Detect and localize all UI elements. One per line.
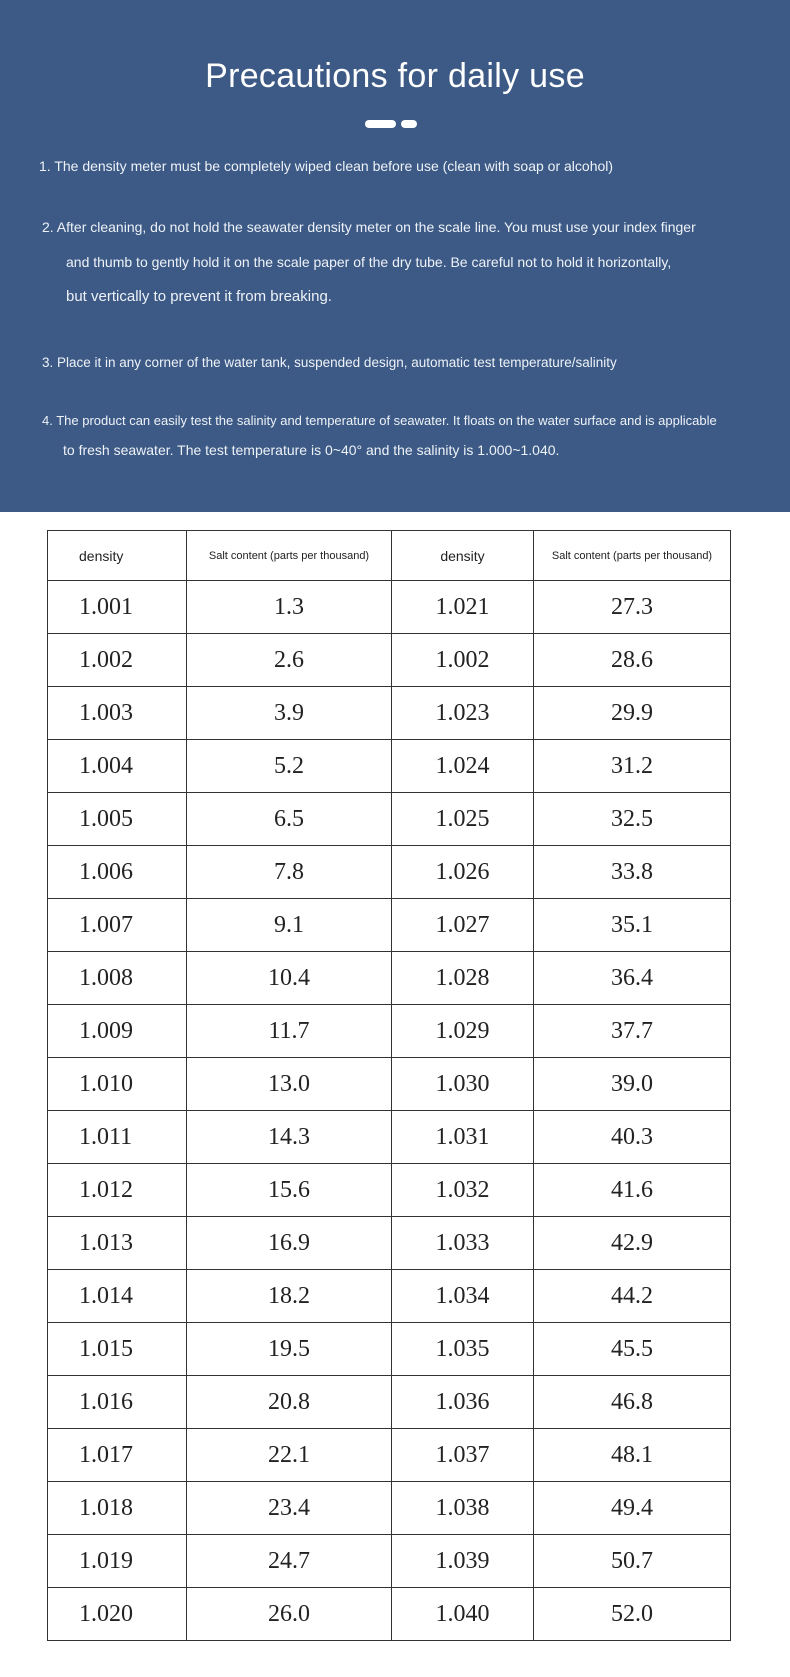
table-row	[48, 1111, 731, 1164]
salt-content-cell: 22.1	[187, 1429, 392, 1482]
density-cell: 1.032	[392, 1164, 534, 1217]
density-cell: 1.010	[48, 1058, 187, 1111]
density-cell: 1.028	[392, 952, 534, 1005]
salt-content-cell: 32.5	[534, 793, 731, 846]
density-cell: 1.008	[48, 952, 187, 1005]
density-cell: 1.012	[48, 1164, 187, 1217]
salt-content-cell: 37.7	[534, 1005, 731, 1058]
header-density-1: density	[48, 531, 187, 581]
table-row	[48, 1164, 731, 1217]
density-salinity-table	[47, 530, 731, 1641]
tip-2-line-2: and thumb to gently hold it on the scale paper of the dry tube. Be careful not to hold it horizontally,	[66, 254, 672, 270]
density-cell: 1.002	[48, 634, 187, 687]
density-cell: 1.031	[392, 1111, 534, 1164]
table-row	[48, 846, 731, 899]
density-cell: 1.005	[48, 793, 187, 846]
salt-content-cell: 16.9	[187, 1217, 392, 1270]
density-cell: 1.007	[48, 899, 187, 952]
density-cell: 1.029	[392, 1005, 534, 1058]
table-row	[48, 1376, 731, 1429]
salt-content-cell: 33.8	[534, 846, 731, 899]
table-row	[48, 1482, 731, 1535]
density-cell: 1.036	[392, 1376, 534, 1429]
salt-content-cell: 14.3	[187, 1111, 392, 1164]
tip-4-line-1: 4. The product can easily test the salinity and temperature of seawater. It floats on the water surface and is applicable	[42, 413, 717, 428]
salt-content-cell: 40.3	[534, 1111, 731, 1164]
tip-2-line-1: 2. After cleaning, do not hold the seawater density meter on the scale line. You must use your index finger	[42, 219, 696, 235]
divider-bar-long	[365, 120, 396, 128]
table-row	[48, 581, 731, 634]
salt-content-cell: 2.6	[187, 634, 392, 687]
salt-content-cell: 46.8	[534, 1376, 731, 1429]
tip-1	[39, 158, 613, 174]
density-cell: 1.024	[392, 740, 534, 793]
density-cell: 1.026	[392, 846, 534, 899]
density-cell: 1.003	[48, 687, 187, 740]
salt-content-cell: 36.4	[534, 952, 731, 1005]
table-row	[48, 634, 731, 687]
table-row	[48, 1005, 731, 1058]
density-cell: 1.021	[392, 581, 534, 634]
salt-content-cell: 20.8	[187, 1376, 392, 1429]
salt-content-cell: 28.6	[534, 634, 731, 687]
table-row	[48, 1217, 731, 1270]
density-cell: 1.025	[392, 793, 534, 846]
density-cell: 1.039	[392, 1535, 534, 1588]
salt-content-cell: 10.4	[187, 952, 392, 1005]
salt-content-cell: 5.2	[187, 740, 392, 793]
density-cell: 1.018	[48, 1482, 187, 1535]
table-row	[48, 687, 731, 740]
density-cell: 1.011	[48, 1111, 187, 1164]
density-cell: 1.004	[48, 740, 187, 793]
table-row	[48, 1429, 731, 1482]
density-cell: 1.013	[48, 1217, 187, 1270]
density-cell: 1.037	[392, 1429, 534, 1482]
salt-content-cell: 18.2	[187, 1270, 392, 1323]
precautions-banner	[0, 0, 790, 512]
tip-4	[42, 413, 717, 458]
salt-content-cell: 49.4	[534, 1482, 731, 1535]
salt-content-cell: 24.7	[187, 1535, 392, 1588]
tip-2	[42, 219, 696, 305]
table-row	[48, 1270, 731, 1323]
density-cell: 1.038	[392, 1482, 534, 1535]
table-header-row	[48, 531, 731, 581]
salt-content-cell: 29.9	[534, 687, 731, 740]
salt-content-cell: 52.0	[534, 1588, 731, 1641]
salt-content-cell: 3.9	[187, 687, 392, 740]
density-cell: 1.030	[392, 1058, 534, 1111]
table-row	[48, 1058, 731, 1111]
density-cell: 1.027	[392, 899, 534, 952]
tip-3-line-1: 3. Place it in any corner of the water tank, suspended design, automatic test temperature/salinity	[42, 355, 617, 370]
salt-content-cell: 31.2	[534, 740, 731, 793]
salt-content-cell: 7.8	[187, 846, 392, 899]
density-cell: 1.014	[48, 1270, 187, 1323]
divider-bar-short	[401, 120, 417, 128]
salt-content-cell: 27.3	[534, 581, 731, 634]
density-cell: 1.015	[48, 1323, 187, 1376]
header-density-2: density	[392, 531, 534, 581]
salt-content-cell: 23.4	[187, 1482, 392, 1535]
tip-4-line-2: to fresh seawater. The test temperature is 0~40° and the salinity is 1.000~1.040.	[63, 442, 560, 458]
table-row	[48, 1535, 731, 1588]
salt-content-cell: 13.0	[187, 1058, 392, 1111]
salt-content-cell: 26.0	[187, 1588, 392, 1641]
salt-content-cell: 48.1	[534, 1429, 731, 1482]
table-row	[48, 952, 731, 1005]
tip-3	[42, 355, 617, 370]
salt-content-cell: 39.0	[534, 1058, 731, 1111]
salt-content-cell: 15.6	[187, 1164, 392, 1217]
table-row	[48, 793, 731, 846]
salt-content-cell: 6.5	[187, 793, 392, 846]
table-row	[48, 740, 731, 793]
salt-content-cell: 35.1	[534, 899, 731, 952]
density-cell: 1.002	[392, 634, 534, 687]
salt-content-cell: 9.1	[187, 899, 392, 952]
salt-content-cell: 41.6	[534, 1164, 731, 1217]
density-cell: 1.034	[392, 1270, 534, 1323]
salt-content-cell: 42.9	[534, 1217, 731, 1270]
header-salt-content-1: Salt content (parts per thousand)	[187, 531, 392, 581]
density-cell: 1.001	[48, 581, 187, 634]
banner-title: Precautions for daily use	[205, 57, 585, 95]
density-cell: 1.016	[48, 1376, 187, 1429]
density-cell: 1.019	[48, 1535, 187, 1588]
tip-2-line-3: but vertically to prevent it from breaking.	[66, 288, 332, 305]
salt-content-cell: 44.2	[534, 1270, 731, 1323]
density-cell: 1.040	[392, 1588, 534, 1641]
density-cell: 1.023	[392, 687, 534, 740]
density-cell: 1.033	[392, 1217, 534, 1270]
density-cell: 1.020	[48, 1588, 187, 1641]
table-row	[48, 899, 731, 952]
density-cell: 1.017	[48, 1429, 187, 1482]
table-row	[48, 1588, 731, 1641]
salt-content-cell: 45.5	[534, 1323, 731, 1376]
density-cell: 1.006	[48, 846, 187, 899]
salt-content-cell: 1.3	[187, 581, 392, 634]
density-cell: 1.009	[48, 1005, 187, 1058]
salt-content-cell: 11.7	[187, 1005, 392, 1058]
table-row	[48, 1323, 731, 1376]
tip-1-line-1: 1. The density meter must be completely wiped clean before use (clean with soap or alcohol)	[39, 158, 614, 174]
header-salt-content-2: Salt content (parts per thousand)	[534, 531, 731, 581]
salt-content-cell: 19.5	[187, 1323, 392, 1376]
salt-content-cell: 50.7	[534, 1535, 731, 1588]
density-cell: 1.035	[392, 1323, 534, 1376]
